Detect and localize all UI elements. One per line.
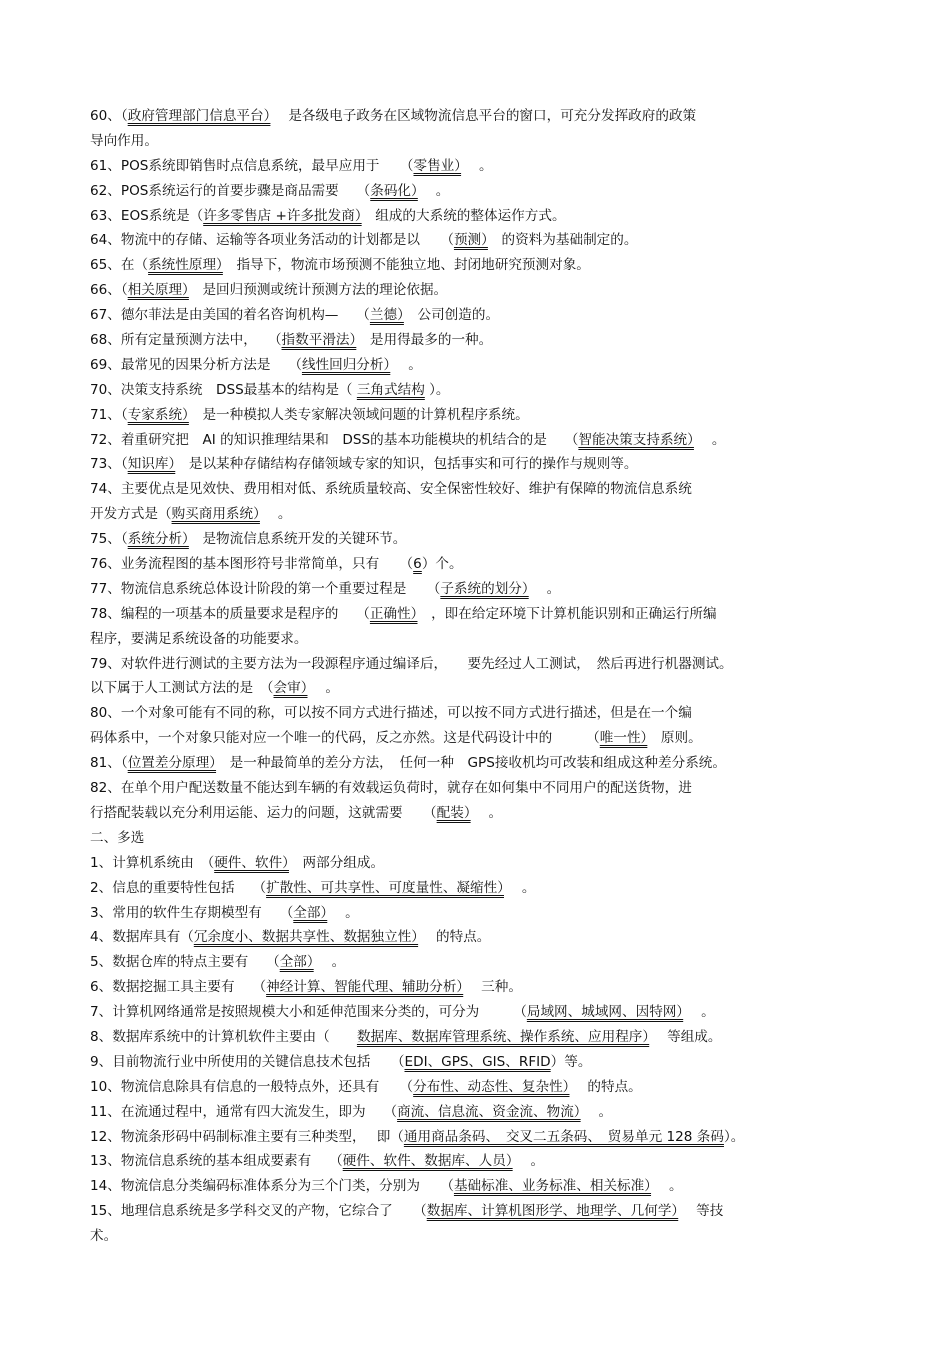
question-text: 9、目前物流行业中所使用的关键信息技术包括 （ [90,1053,405,1070]
question-text: 行搭配装载以充分利用运能、运力的问题，这就需要 （ [90,804,437,821]
text-line [90,627,870,652]
text-line [90,801,870,826]
answer-text: 线性回归分析） [301,356,391,373]
question-text: 等技 [678,1203,724,1220]
question-text: 75、（ [90,531,128,548]
document-page [90,104,870,1249]
question-text: 。 [580,1103,613,1120]
question-text: 66、（ [90,282,128,299]
question-text: 10、物流信息除具有信息的一般特点外，还具有 （ [90,1078,414,1095]
text-line [90,428,870,453]
text-line [90,154,870,179]
answer-text: 基础标准、业务标准、相关标准） [453,1178,652,1195]
text-line [90,950,870,975]
text-line [90,1075,870,1100]
question-text: 两部分组成。 [288,854,385,871]
question-text: 2、信息的重要特性包括 （ [90,879,267,896]
text-line [90,104,870,129]
text-line [90,652,870,677]
question-text: 指导下，物流市场预测不能独立地、封闭地研究预测对象。 [222,257,590,274]
question-text: 7、计算机网络通常是按照规模大小和延伸范围来分类的，可分为 （ [90,1004,527,1021]
answer-text: 6 [413,556,422,573]
text-line [90,228,870,253]
answer-text: 专家系统） [127,406,189,423]
text-line [90,1000,870,1025]
question-text: 公司创造的。 [403,307,500,324]
answer-text: 唯一性） [599,730,648,747]
answer-text: 全部） [279,954,314,971]
answer-text: 通用商品条码、 交叉二五条码、 贸易单元 128 条码 [403,1128,724,1145]
answer-text: 预测） [453,232,488,249]
question-text: 码体系中，一个对象只能对应一个唯一的代码，反之亦然。这是代码设计中的 （ [90,730,600,747]
text-line [90,826,870,851]
answer-text: 硬件、软件、数据库、人员） [342,1153,513,1170]
text-line [90,452,870,477]
text-line [90,602,870,627]
answer-text: 扩散性、可共享性、可度量性、凝缩性） [266,879,504,896]
question-text: 是物流信息系统开发的关键环节。 [188,531,407,548]
question-text: 原则。 [647,730,702,747]
answer-text: EDI、GPS、GIS、RFID [404,1053,551,1070]
question-text: 。 [390,356,422,373]
question-text: 82、在单个用户配送数量不能达到车辆的有效载运负荷时，就存在如何集中不同用户的配送货物，进 [90,780,692,797]
answer-text: 条码化） [370,182,418,199]
answer-text: 全部） [293,904,328,921]
text-line [90,502,870,527]
answer-text: 冗余度小、数据共享性、数据独立性） [193,929,419,946]
text-line [90,378,870,403]
text-line [90,726,870,751]
answer-text: 系统性原理） [148,257,223,274]
answer-text: 知识库） [127,456,176,473]
question-text: 程序，要满足系统设备的功能要求。 [90,630,308,647]
answer-text: 购买商用系统） [171,506,260,523]
question-text: ）个。 [421,556,463,573]
text-line [90,925,870,950]
text-line [90,278,870,303]
question-text: 。 [313,954,346,971]
question-text: 15、地理信息系统是多学科交叉的产物，它综合了 （ [90,1203,427,1220]
question-text: 。 [417,182,450,199]
text-line [90,1100,870,1125]
question-text: 80、一个对象可能有不同的称，可以按不同方式进行描述，可以按不同方式进行描述，但是在一个编 [90,705,692,722]
question-text: 1、计算机系统由 （ [90,854,215,871]
question-text: 。 [327,904,359,921]
question-text: 是一种最简单的差分方法， 任何一种 GPS接收机均可改装和组成这种差分系统。 [216,755,726,772]
question-text: 76、业务流程图的基本图形符号非常简单，只有 （ [90,556,414,573]
question-text: 63、EOS系统是（ [90,207,204,224]
text-line [90,901,870,926]
answer-text: 指数平滑法） [281,332,357,349]
question-text: 。 [683,1004,715,1021]
text-line [90,204,870,229]
question-text: 导向作用。 [90,132,158,149]
answer-text: 政府管理部门信息平台） [127,108,271,124]
question-text: 组成的大系统的整体运作方式。 [361,207,566,224]
question-text: 。 [461,157,493,174]
question-text: 是用得最多的一种。 [356,332,493,349]
text-line [90,1174,870,1199]
question-text: 77、物流信息系统总体设计阶段的第一个重要过程是 （ [90,580,441,597]
text-line [90,975,870,1000]
text-line [90,851,870,876]
text-line [90,527,870,552]
question-text: 。 [470,804,503,821]
question-text: 。 [504,879,536,896]
text-line [90,353,870,378]
answer-text: 许多零售店 +许多批发商） [203,207,362,224]
question-text: 79、对软件进行测试的主要方法为一段源程序通过编译后， 要先经过人工测试， 然后再进行机器测试。 [90,655,733,672]
question-text: 是一种模拟人类专家解决领域问题的计算机程序系统。 [188,406,529,423]
answer-text: 神经计算、智能代理、辅助分析） [266,979,464,996]
question-text: 73、（ [90,456,128,473]
text-line [90,577,870,602]
question-text: 是回归预测或统计预测方法的理论依据。 [188,282,448,299]
question-text: 70、决策支持系统 DSS最基本的结构是（ [90,381,357,398]
text-line [90,129,870,154]
text-line [90,179,870,204]
question-text: 72、着重研究把 AI 的知识推理结果和 DSS的基本功能模块的机结合的是 （ [90,431,579,448]
question-text: 61、POS系统即销售时点信息系统，最早应用于 （ [90,157,414,174]
text-line [90,1050,870,1075]
answer-text: 硬件、软件） [214,854,289,871]
question-text: 13、物流信息系统的基本组成要素有 （ [90,1153,343,1170]
question-text: 8、数据库系统中的计算机软件主要由（ [90,1028,357,1045]
question-text: 81、（ [90,755,128,772]
answer-text: 数据库、数据库管理系统、操作系统、应用程序） [356,1028,650,1045]
question-text: 三种。 [463,979,522,996]
question-text: 4、数据库具有（ [90,929,194,946]
question-text: 74、主要优点是见效快、费用相对低、系统质量较高、安全保密性较好、维护有保障的物流信息系统 [90,481,692,498]
answer-text: 位置差分原理） [127,755,217,772]
text-line [90,676,870,701]
answer-text: 相关原理） [127,282,189,299]
text-line [90,1025,870,1050]
question-text: 以下属于人工测试方法的是 （ [90,680,274,697]
question-text: ，即在给定环境下计算机能识别和正确运行所编 [417,605,717,622]
question-text: 78、编程的一项基本的质量要求是程序的 （ [90,605,370,622]
question-text: 12、物流条形码中码制标准主要有三种类型， 即（ [90,1128,404,1145]
question-text: 14、物流信息分类编码标准体系分为三个门类，分别为 （ [90,1178,454,1195]
text-line [90,253,870,278]
text-line [90,1125,870,1150]
question-text: 。 [693,431,726,448]
answer-text: 三角式结构 [356,381,425,398]
text-line [90,1199,870,1224]
text-line [90,751,870,776]
text-line [90,328,870,353]
question-text: 术。 [90,1228,118,1245]
text-line [90,1149,870,1174]
answer-text: 商流、信息流、资金流、物流） [397,1103,581,1120]
question-text: 。 [512,1153,545,1170]
text-line [90,303,870,328]
question-text: 3、常用的软件生存期模型有 （ [90,904,294,921]
answer-text: 正确性） [369,605,418,622]
answer-text: 数据库、计算机图形学、地理学、几何学） [426,1203,679,1220]
question-text: ）。 [723,1128,745,1145]
text-line [90,1224,870,1249]
question-text: 等组成。 [649,1028,722,1045]
question-text: 62、POS系统运行的首要步骤是商品需要 （ [90,182,371,199]
text-line [90,403,870,428]
question-text: 的资料为基础制定的。 [487,232,638,249]
question-text: 69、最常见的因果分析方法是 （ [90,356,302,373]
question-text: 6、数据挖掘工具主要有 （ [90,979,267,996]
text-line [90,477,870,502]
answer-text: 分布性、动态性、复杂性） [413,1078,570,1095]
answer-text: 兰德） [369,307,404,324]
answer-text: 子系统的划分） [440,580,529,597]
text-line [90,776,870,801]
text-line [90,552,870,577]
question-text: ）。 [424,381,450,398]
question-text: 67、德尔菲法是由美国的着名咨询机构— （ [90,307,370,324]
answer-text: 会审） [273,680,308,697]
question-text: 的特点。 [569,1078,642,1095]
question-text: 68、所有定量预测方法中， （ [90,332,282,349]
question-text: 。 [259,506,292,523]
answer-text: 局域网、城域网、因特网） [526,1004,684,1021]
question-text: 。 [307,680,340,697]
question-text: 。 [528,580,561,597]
question-text: 二、多选 [90,829,145,846]
question-text: 是各级电子政务在区域物流信息平台的窗口，可充分发挥政府的政策 [270,108,697,124]
question-text: 开发方式是（ [90,506,172,523]
question-text: 60、（ [90,108,128,124]
question-text: 5、数据仓库的特点主要有 （ [90,954,280,971]
question-text: 71、（ [90,406,128,423]
question-text: 是以某种存储结构存储领域专家的知识，包括事实和可行的操作与规则等。 [175,456,638,473]
text-line [90,876,870,901]
question-text: 。 [651,1178,683,1195]
answer-text: 系统分析） [127,531,189,548]
question-text: ）等。 [550,1053,592,1070]
question-text: 11、在流通过程中，通常有四大流发生，即为 （ [90,1103,398,1120]
answer-text: 零售业） [413,157,462,174]
question-text: 的特点。 [418,929,491,946]
answer-text: 配装） [436,804,471,821]
question-text: 64、物流中的存储、运输等各项业务活动的计划都是以 （ [90,232,454,249]
answer-text: 智能决策支持系统） [578,431,694,448]
question-text: 65、在（ [90,257,149,274]
text-line [90,701,870,726]
